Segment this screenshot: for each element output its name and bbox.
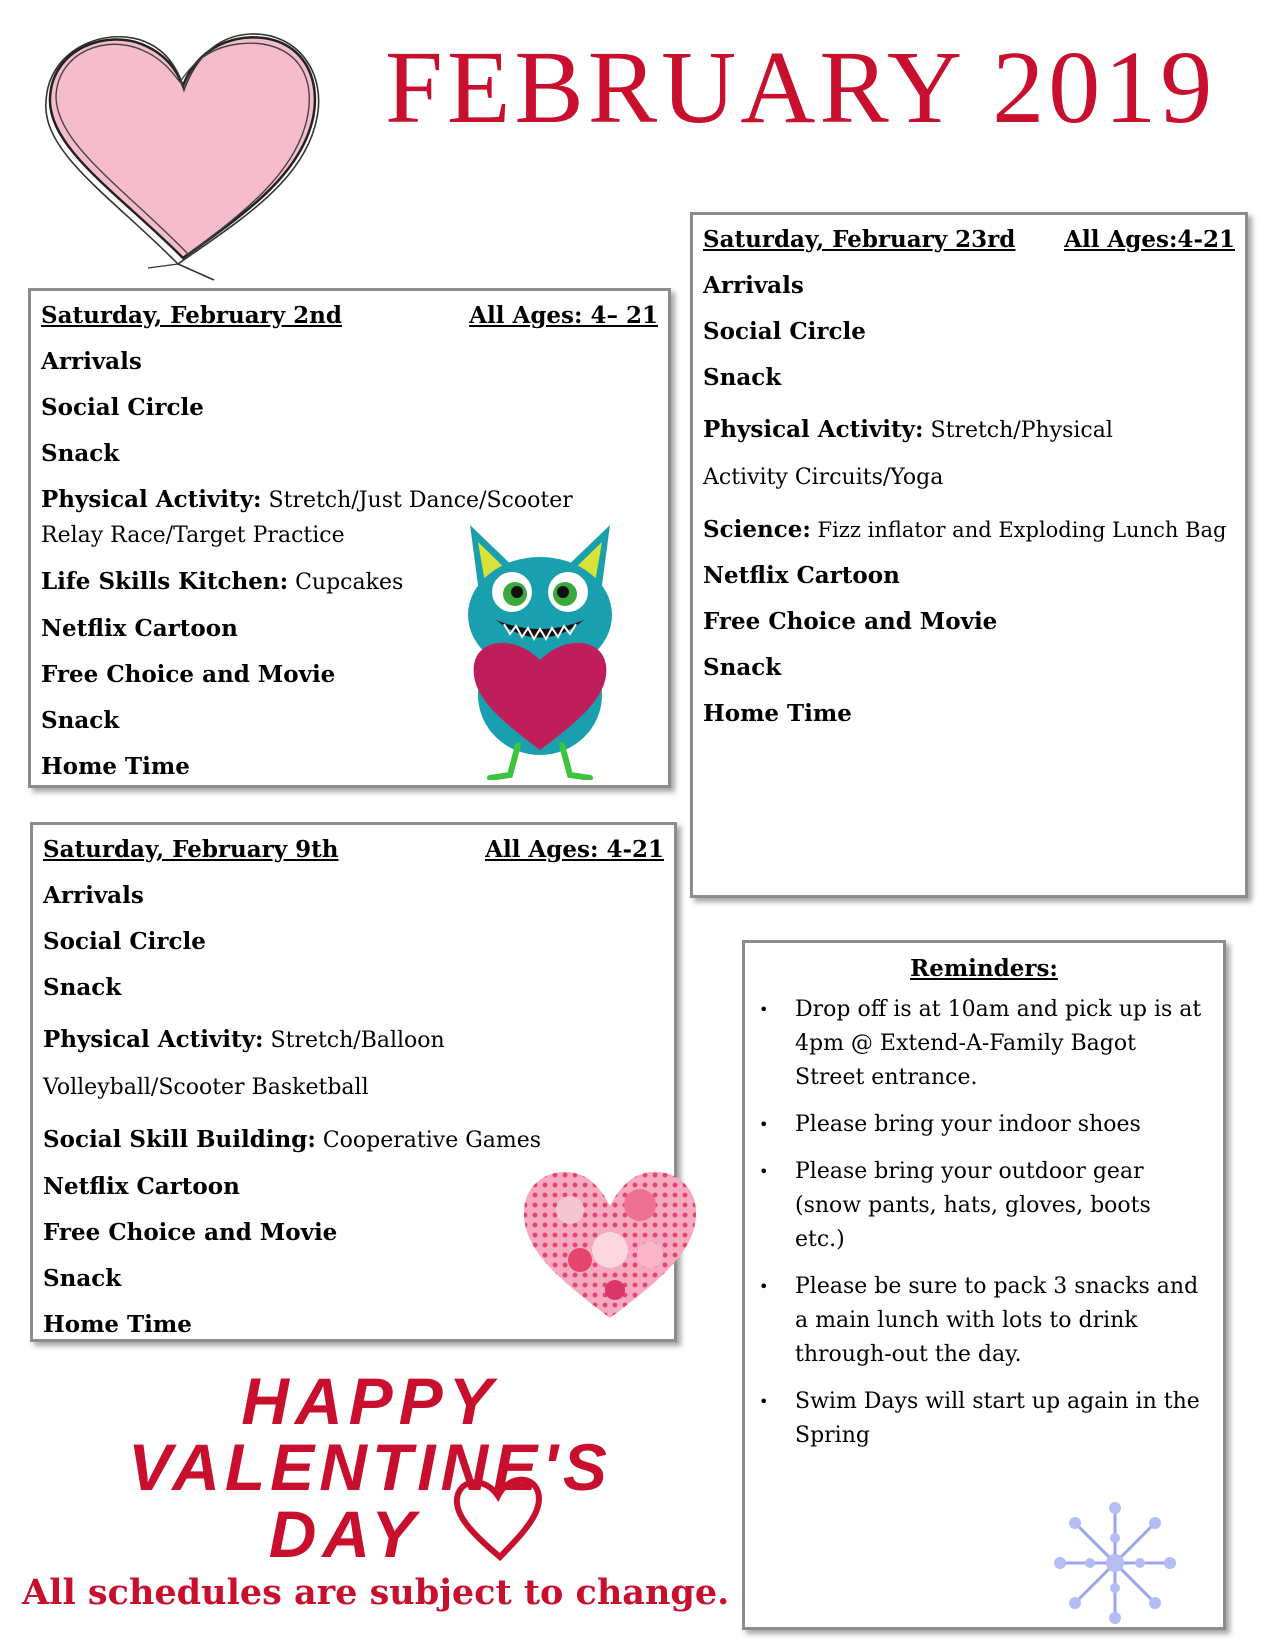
schedule-item: Snack <box>43 1265 122 1292</box>
schedule-item: Social Circle <box>41 394 204 421</box>
reminder-item: • Drop off is at 10am and pick up is at 4pm @ Extend-A-Family Bagot Street entrance. <box>759 997 1202 1090</box>
patterned-heart-icon <box>520 1160 700 1320</box>
schedule-item: Snack <box>43 974 122 1001</box>
schedule-header <box>703 223 1235 257</box>
reminder-item: • Swim Days will start up again in the Spring <box>759 1389 1200 1448</box>
schedule-item: Netflix Cartoon <box>43 1173 240 1200</box>
schedule-ages: All Ages:4-21 <box>1064 226 1235 253</box>
schedule-item: Social Skill Building: Cooperative Games <box>43 1126 542 1153</box>
schedule-item: Home Time <box>41 753 190 780</box>
schedule-item: Arrivals <box>703 272 804 299</box>
schedule-item: Social Circle <box>703 318 866 345</box>
snowflake-icon <box>1050 1498 1180 1628</box>
page-title-reflection <box>385 100 1255 160</box>
sketch-heart-icon <box>28 18 338 283</box>
schedule-item: Science: Fizz inflator and Exploding Lunch Bag <box>703 516 1227 543</box>
monster-with-heart-icon <box>460 520 620 780</box>
schedule-date: Saturday, February 23rd <box>703 226 1016 253</box>
schedule-item: Free Choice and Movie <box>43 1219 338 1246</box>
schedule-item: Home Time <box>43 1311 192 1338</box>
reminders-title: Reminders: <box>910 955 1058 982</box>
schedule-item: Snack <box>703 654 782 681</box>
schedule-item: Free Choice and Movie <box>703 608 998 635</box>
schedule-header <box>43 833 664 867</box>
schedule-item: Physical Activity: Stretch/Balloon Volleyball/Scooter Basketball <box>43 1026 445 1100</box>
valentine-line-1: HAPPY <box>241 1364 499 1438</box>
valentine-line-2: VALENTINE'S <box>128 1430 612 1504</box>
schedule-item: Netflix Cartoon <box>703 562 900 589</box>
schedule-item: Arrivals <box>43 882 144 909</box>
page-title: FEBRUARY 2019 <box>385 30 1217 145</box>
schedule-item: Life Skills Kitchen: Cupcakes <box>41 568 404 595</box>
schedule-item: Physical Activity: Stretch/Just Dance/Scooter Relay Race/Target Practice <box>41 486 573 548</box>
schedule-ages: All Ages: 4-21 <box>485 836 664 863</box>
schedule-item: Free Choice and Movie <box>41 661 336 688</box>
schedule-item: Netflix Cartoon <box>41 615 238 642</box>
schedule-date: Saturday, February 9th <box>43 836 339 863</box>
schedule-date: Saturday, February 2nd <box>41 302 342 329</box>
reminder-item: • Please bring your outdoor gear (snow pants, hats, gloves, boots etc.) <box>759 1159 1151 1252</box>
reminder-item: • Please bring your indoor shoes <box>759 1112 1141 1137</box>
schedule-item: Snack <box>703 364 782 391</box>
schedule-item: Snack <box>41 707 120 734</box>
schedule-header <box>41 299 658 333</box>
schedule-item: Snack <box>41 440 120 467</box>
disclaimer-text: All schedules are subject to change. <box>22 1572 730 1613</box>
schedule-item: Home Time <box>703 700 852 727</box>
valentine-line-3: DAY <box>268 1497 422 1567</box>
schedule-item: Social Circle <box>43 928 206 955</box>
happy-valentines-day-graphic <box>50 1362 690 1567</box>
reminders-list <box>757 993 1207 1453</box>
reminder-item: • Please be sure to pack 3 snacks and a main lunch with lots to drink through-out the day. <box>759 1274 1199 1367</box>
schedule-item: Arrivals <box>41 348 142 375</box>
schedule-feb-23 <box>690 212 1248 898</box>
reminders-box <box>742 940 1226 1630</box>
schedule-ages: All Ages: 4– 21 <box>469 302 658 329</box>
schedule-item: Physical Activity: Stretch/Physical Activity Circuits/Yoga <box>703 416 1113 490</box>
